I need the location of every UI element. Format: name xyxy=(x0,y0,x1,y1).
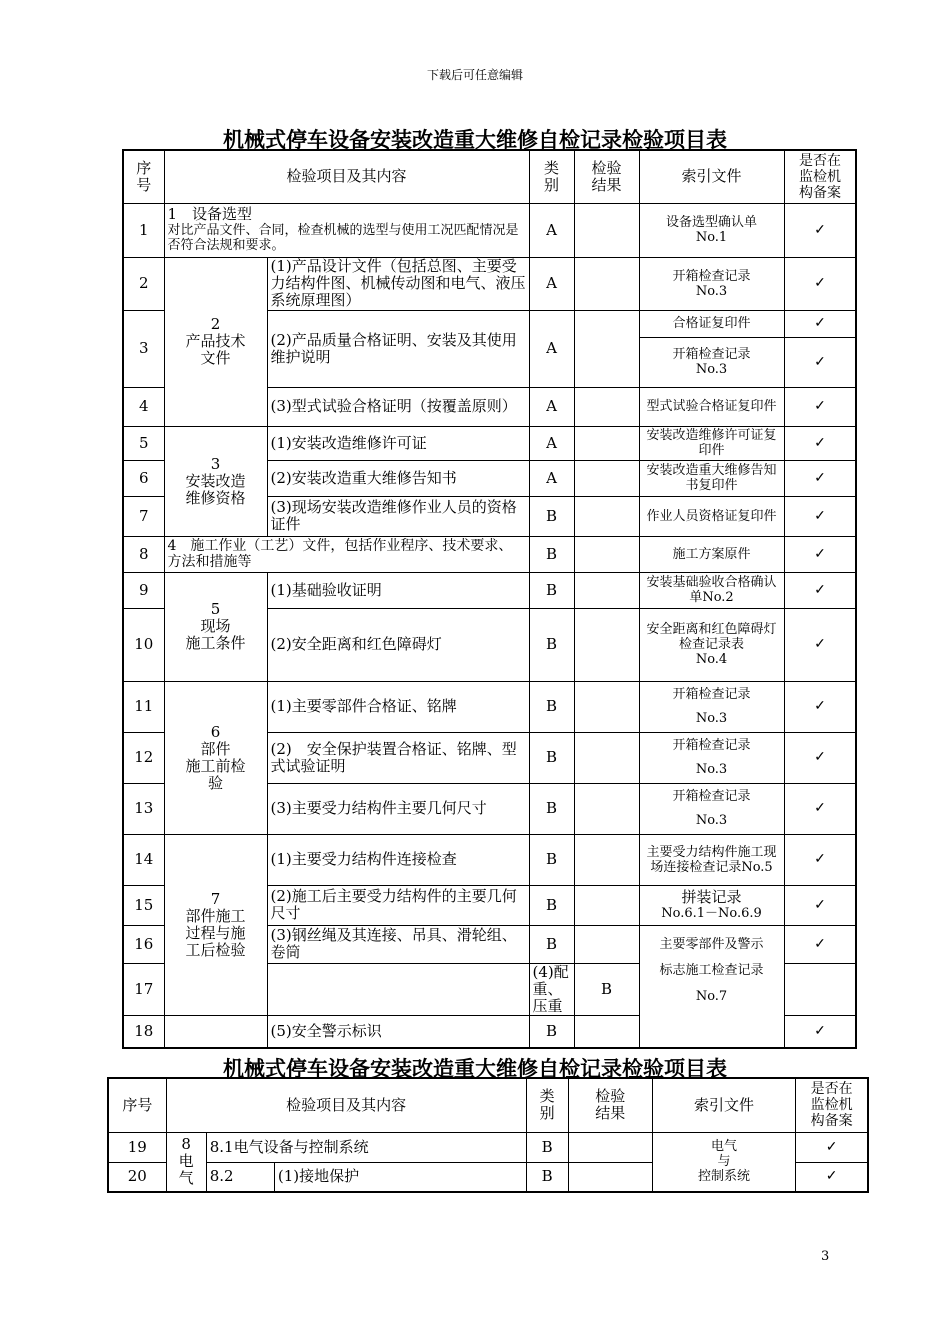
row-category: A xyxy=(529,310,574,387)
row-seq: 7 xyxy=(123,496,164,536)
row-check: ✓ xyxy=(784,732,856,783)
row-result[interactable] xyxy=(574,834,639,885)
row-category: B xyxy=(529,572,574,608)
row-category: A xyxy=(529,426,574,460)
row-content: (2) 安全保护装置合格证、铭牌、型式试验证明 xyxy=(267,732,529,783)
row-category: B xyxy=(529,496,574,536)
row-doc: 施工方案原件 xyxy=(639,536,784,572)
row-category: A xyxy=(529,460,574,496)
row-check: ✓ xyxy=(784,257,856,310)
row-doc: 开箱检查记录 No.3 xyxy=(639,681,784,732)
row-result[interactable] xyxy=(574,885,639,925)
row-doc: 设备选型确认单 No.1 xyxy=(639,203,784,257)
row-category: B xyxy=(529,681,574,732)
row-result[interactable] xyxy=(574,572,639,608)
download-note: 下载后可任意编辑 xyxy=(426,68,523,82)
row-check: ✓ xyxy=(784,460,856,496)
row-content: (1)基础验收证明 xyxy=(267,572,529,608)
table2-title: 机械式停车设备安装改造重大维修自检记录检验项目表 xyxy=(223,1056,727,1081)
row-seq: 12 xyxy=(123,732,164,783)
row-result[interactable] xyxy=(574,925,639,963)
row-content: (2)产品质量合格证明、安装及其使用维护说明 xyxy=(267,310,529,387)
row-content: (3)主要受力结构件主要几何尺寸 xyxy=(267,783,529,834)
row-group-empty xyxy=(164,1015,267,1048)
row-seq: 3 xyxy=(123,310,164,387)
row-category: B xyxy=(529,783,574,834)
row-result[interactable] xyxy=(574,426,639,460)
row-check: ✓ xyxy=(796,1162,868,1192)
table1-title: 机械式停车设备安装改造重大维修自检记录检验项目表 xyxy=(223,127,727,152)
row-result[interactable] xyxy=(574,783,639,834)
group-during-after-inspection: 7 部件施工 过程与施 工后检验 xyxy=(164,834,267,1015)
header-result: 检验 结果 xyxy=(568,1078,652,1132)
row-doc xyxy=(639,885,784,925)
row-content: (2)安全距离和红色障碍灯 xyxy=(267,608,529,681)
group-electrical: 8 电 气 xyxy=(166,1132,206,1192)
row-doc: 开箱检查记录 No.3 xyxy=(639,337,784,387)
row-content: (1)主要零部件合格证、铭牌 xyxy=(267,681,529,732)
content-text: 对比产品文件、合同，检查机械的选型与使用工况匹配情况是否符合法规和要求。 xyxy=(167,223,519,253)
row-doc: 安装改造维修许可证复印件 xyxy=(639,426,784,460)
row-seq: 18 xyxy=(123,1015,164,1048)
row-content: (2)施工后主要受力结构件的主要几何尺寸 xyxy=(267,885,529,925)
row-category: B xyxy=(529,536,574,572)
header-seq: 序号 xyxy=(108,1078,166,1132)
row-result[interactable] xyxy=(574,608,639,681)
row-check: ✓ xyxy=(784,885,856,925)
row-doc: 开箱检查记录 No.3 xyxy=(639,257,784,310)
row-check: ✓ xyxy=(784,203,856,257)
row-group-empty xyxy=(267,963,529,1015)
row-check: ✓ xyxy=(784,310,856,337)
row-check: ✓ xyxy=(784,1015,856,1048)
row-category: B xyxy=(529,925,574,963)
row-category: A xyxy=(529,257,574,310)
row-seq: 4 xyxy=(123,387,164,426)
row-check: ✓ xyxy=(784,925,856,963)
group-product-docs: 2 产品技术 文件 xyxy=(164,257,267,426)
doc-title: 拼装记录 xyxy=(681,887,742,906)
row-category: A xyxy=(529,203,574,257)
group-title: 1 设备选型 xyxy=(167,205,253,223)
row-subsection: 8.2 xyxy=(206,1162,274,1192)
row-seq: 17 xyxy=(123,963,164,1015)
row-seq: 5 xyxy=(123,426,164,460)
table-row xyxy=(108,1132,868,1162)
row-category: B xyxy=(526,1162,568,1192)
table-header-row xyxy=(123,150,856,203)
row-result[interactable] xyxy=(574,203,639,257)
row-seq: 19 xyxy=(108,1132,166,1162)
group-site-conditions: 5 现场 施工条件 xyxy=(164,572,267,681)
row-content: (1)产品设计文件（包括总图、主要受力结构件图、机械传动图和电气、液压系统原理图） xyxy=(267,257,529,310)
row-check: ✓ xyxy=(784,572,856,608)
row-seq: 11 xyxy=(123,681,164,732)
row-doc: 安装改造重大维修告知书复印件 xyxy=(639,460,784,496)
table-row xyxy=(123,572,856,608)
row-content: (3)型式试验合格证明（按覆盖原则） xyxy=(267,387,529,426)
row-seq: 10 xyxy=(123,608,164,681)
header-result: 检验 结果 xyxy=(574,150,639,203)
row-check: ✓ xyxy=(784,536,856,572)
row-result[interactable] xyxy=(784,963,856,1015)
row-category: B xyxy=(529,732,574,783)
table-row xyxy=(123,681,856,732)
header-filed: 是否在 监检机 构备案 xyxy=(784,150,856,203)
row-check: ✓ xyxy=(784,387,856,426)
header-seq: 序 号 xyxy=(123,150,164,203)
group-pre-install-inspection: 6 部件 施工前检 验 xyxy=(164,681,267,834)
inspection-table-1 xyxy=(122,149,857,1049)
row-content: (4)配重、压重 xyxy=(529,963,574,1015)
row-category: B xyxy=(529,1015,574,1048)
row-check: ✓ xyxy=(784,681,856,732)
row-doc: 型式试验合格证复印件 xyxy=(639,387,784,426)
header-category: 类 别 xyxy=(526,1078,568,1132)
row-result[interactable] xyxy=(568,1162,652,1192)
row-doc: 开箱检查记录 No.3 xyxy=(639,783,784,834)
row-category: B xyxy=(526,1132,568,1162)
table-row xyxy=(123,203,856,257)
header-doc: 索引文件 xyxy=(639,150,784,203)
row-seq: 9 xyxy=(123,572,164,608)
table-header-row xyxy=(108,1078,868,1132)
row-check: ✓ xyxy=(796,1132,868,1162)
header-category: 类 别 xyxy=(529,150,574,203)
row-content: (1)安装改造维修许可证 xyxy=(267,426,529,460)
row-check: ✓ xyxy=(784,783,856,834)
row-result[interactable] xyxy=(574,496,639,536)
row-seq: 14 xyxy=(123,834,164,885)
row-seq: 15 xyxy=(123,885,164,925)
row-seq: 13 xyxy=(123,783,164,834)
row-doc: 作业人员资格证复印件 xyxy=(639,496,784,536)
row-result[interactable] xyxy=(574,732,639,783)
row-doc-merged: 主要零部件及警示 标志施工检查记录 No.7 xyxy=(639,925,784,1048)
table-row xyxy=(123,834,856,885)
row-content: 4 施工作业（工艺）文件，包括作业程序、技术要求、方法和措施等 xyxy=(164,536,529,572)
row-doc: 合格证复印件 xyxy=(639,310,784,337)
row-content: 8.1电气设备与控制系统 xyxy=(206,1132,526,1162)
row-seq: 6 xyxy=(123,460,164,496)
row-result[interactable] xyxy=(574,681,639,732)
row-doc: 安全距离和红色障碍灯检查记录表 No.4 xyxy=(639,608,784,681)
table-row xyxy=(123,257,856,310)
row-result[interactable] xyxy=(574,1015,639,1048)
row-doc: 电气 与 控制系统 xyxy=(652,1132,795,1192)
row-doc: 主要受力结构件施工现场连接检查记录No.5 xyxy=(639,834,784,885)
row-check: ✓ xyxy=(784,834,856,885)
row-content: (1)接地保护 xyxy=(274,1162,526,1192)
row-content: (3)现场安装改造维修作业人员的资格证件 xyxy=(267,496,529,536)
row-category: B xyxy=(529,834,574,885)
header-doc: 索引文件 xyxy=(652,1078,795,1132)
row-content: (2)安装改造重大维修告知书 xyxy=(267,460,529,496)
row-doc: 开箱检查记录 No.3 xyxy=(639,732,784,783)
row-check: ✓ xyxy=(784,337,856,387)
row-category: B xyxy=(529,608,574,681)
row-content: (3)钢丝绳及其连接、吊具、滑轮组、卷筒 xyxy=(267,925,529,963)
row-category: B xyxy=(529,885,574,925)
row-category: B xyxy=(574,963,639,1015)
row-category: A xyxy=(529,387,574,426)
row-result[interactable] xyxy=(574,310,639,387)
table-row xyxy=(123,426,856,460)
table-row xyxy=(123,536,856,572)
row-seq: 20 xyxy=(108,1162,166,1192)
row-check: ✓ xyxy=(784,608,856,681)
header-item: 检验项目及其内容 xyxy=(166,1078,526,1132)
row-check: ✓ xyxy=(784,496,856,536)
group-install-qualification: 3 安装改造 维修资格 xyxy=(164,426,267,536)
row-content xyxy=(164,203,529,257)
row-result[interactable] xyxy=(574,387,639,426)
row-content: (5)安全警示标识 xyxy=(267,1015,529,1048)
row-seq: 1 xyxy=(123,203,164,257)
row-result[interactable] xyxy=(574,257,639,310)
row-seq: 16 xyxy=(123,925,164,963)
inspection-table-2 xyxy=(107,1077,869,1193)
row-check: ✓ xyxy=(784,426,856,460)
row-result[interactable] xyxy=(568,1132,652,1162)
doc-number: No.6.1－No.6.9 xyxy=(661,905,762,921)
row-content: (1)主要受力结构件连接检查 xyxy=(267,834,529,885)
row-seq: 2 xyxy=(123,257,164,310)
row-result[interactable] xyxy=(574,460,639,496)
row-seq: 8 xyxy=(123,536,164,572)
header-item: 检验项目及其内容 xyxy=(164,150,529,203)
header-filed: 是否在 监检机 构备案 xyxy=(796,1078,868,1132)
row-doc: 安装基础验收合格确认单No.2 xyxy=(639,572,784,608)
row-result[interactable] xyxy=(574,536,639,572)
page-number: 3 xyxy=(821,1249,830,1264)
